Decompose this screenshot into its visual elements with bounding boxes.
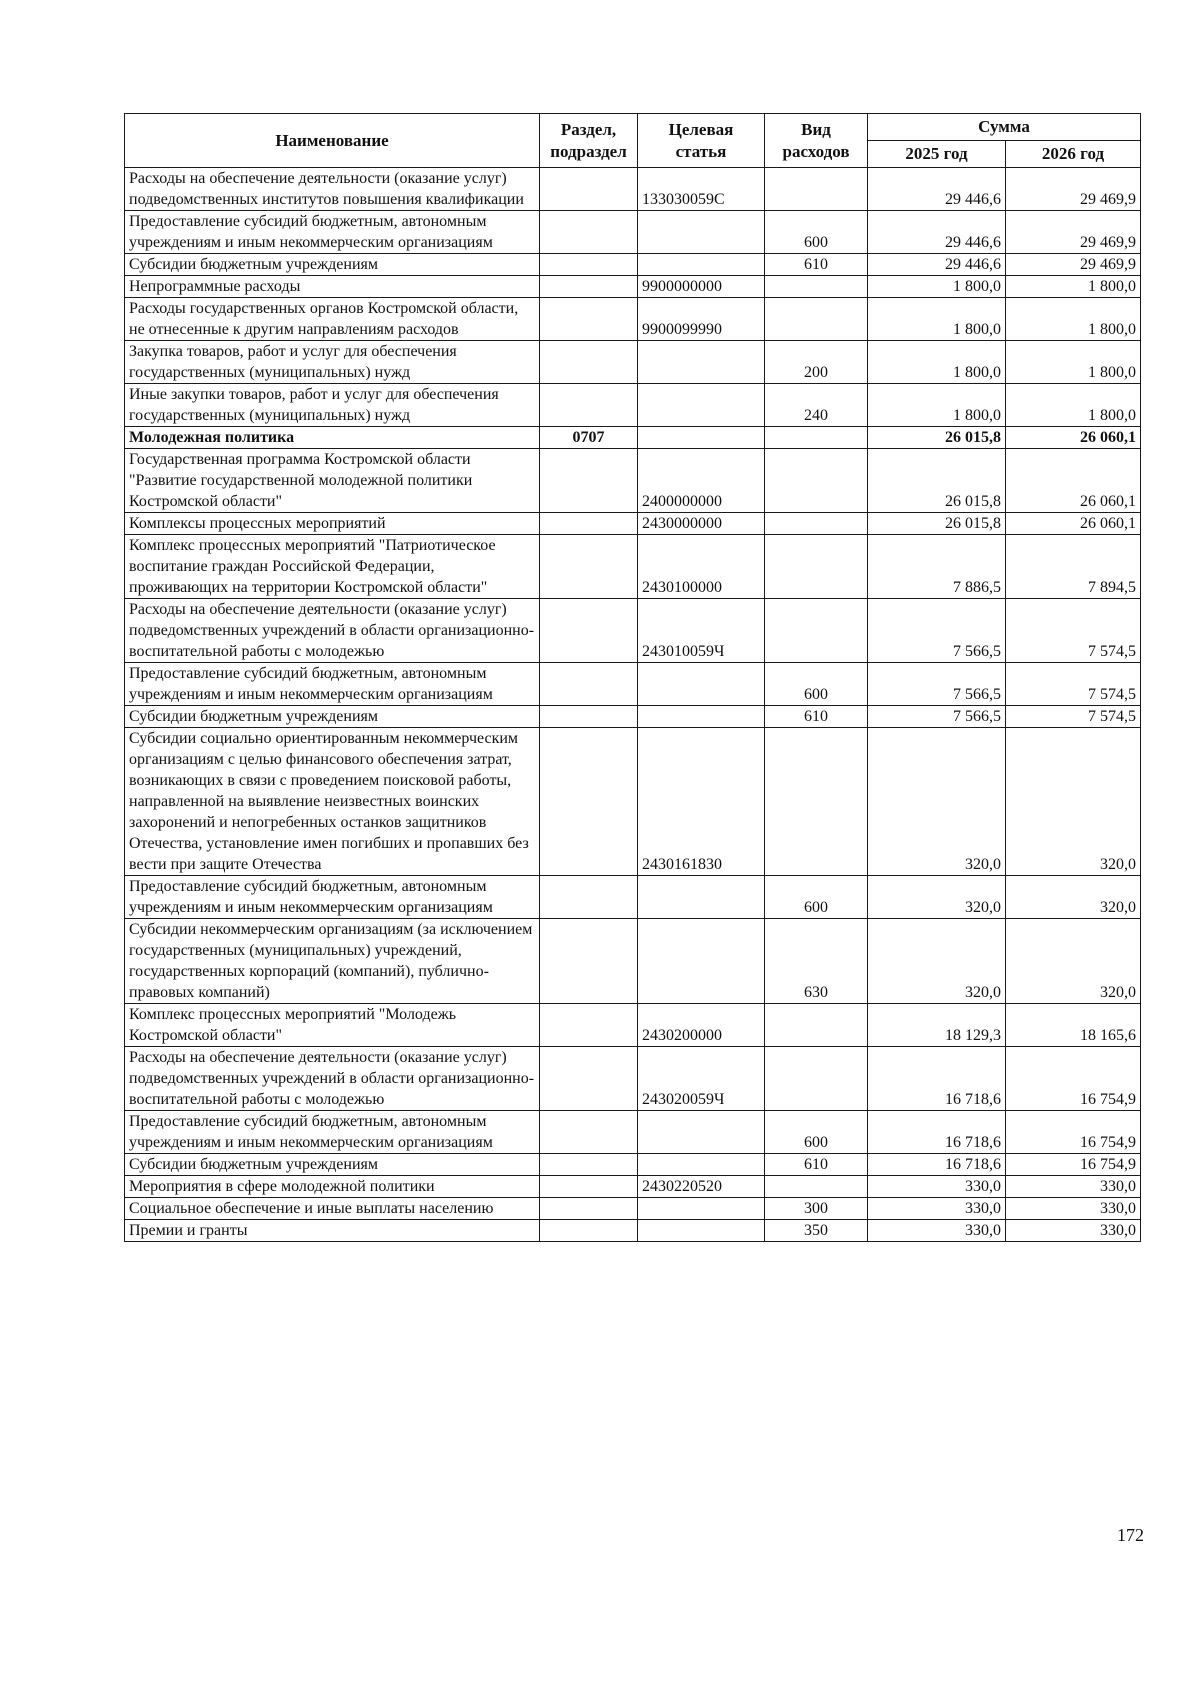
table-row	[125, 276, 1141, 298]
cell-sum-2026: 7 574,5	[1006, 663, 1141, 706]
cell-sum-2025: 18 129,3	[868, 1004, 1006, 1047]
cell-sum-2026: 330,0	[1006, 1198, 1141, 1220]
table-row	[125, 663, 1141, 706]
cell-target-article	[638, 254, 765, 276]
cell-expense-type: 200	[765, 341, 868, 384]
cell-section	[540, 1176, 638, 1198]
cell-expense-type	[765, 298, 868, 341]
cell-name: Субсидии бюджетным учреждениям	[125, 706, 540, 728]
table-row	[125, 1198, 1141, 1220]
cell-name: Иные закупки товаров, работ и услуг для обеспечения государственных (муниципальных) нужд	[125, 384, 540, 427]
cell-sum-2025: 26 015,8	[868, 449, 1006, 513]
cell-name: Субсидии бюджетным учреждениям	[125, 1154, 540, 1176]
cell-name: Субсидии бюджетным учреждениям	[125, 254, 540, 276]
cell-name: Премии и гранты	[125, 1220, 540, 1242]
table-row	[125, 876, 1141, 919]
cell-name: Комплекс процессных мероприятий "Молодежь Костромской области"	[125, 1004, 540, 1047]
cell-expense-type: 610	[765, 706, 868, 728]
cell-name: Расходы государственных органов Костромской области, не отнесенные к другим направлениям расходов	[125, 298, 540, 341]
cell-expense-type	[765, 599, 868, 663]
cell-target-article: 9900000000	[638, 276, 765, 298]
cell-sum-2026: 7 894,5	[1006, 535, 1141, 599]
cell-name: Мероприятия в сфере молодежной политики	[125, 1176, 540, 1198]
budget-table	[124, 113, 1141, 1242]
cell-expense-type: 300	[765, 1198, 868, 1220]
cell-expense-type	[765, 535, 868, 599]
header-section-line2: подраздел	[550, 141, 627, 161]
cell-target-article	[638, 384, 765, 427]
cell-expense-type: 600	[765, 876, 868, 919]
header-type	[765, 114, 868, 168]
cell-sum-2026: 16 754,9	[1006, 1047, 1141, 1111]
cell-sum-2025: 29 446,6	[868, 168, 1006, 211]
cell-section	[540, 211, 638, 254]
cell-section	[540, 341, 638, 384]
cell-sum-2025: 320,0	[868, 919, 1006, 1004]
cell-name: Расходы на обеспечение деятельности (оказание услуг) подведомственных институтов повышения квалификации	[125, 168, 540, 211]
table-row	[125, 535, 1141, 599]
header-section-line1: Раздел,	[560, 119, 617, 139]
table-row	[125, 1176, 1141, 1198]
cell-expense-type: 240	[765, 384, 868, 427]
cell-sum-2026: 330,0	[1006, 1220, 1141, 1242]
cell-sum-2026: 1 800,0	[1006, 341, 1141, 384]
cell-sum-2025: 26 015,8	[868, 427, 1006, 449]
cell-name: Предоставление субсидий бюджетным, автономным учреждениям и иным некоммерческим организациям	[125, 1111, 540, 1154]
cell-section	[540, 1047, 638, 1111]
cell-name: Социальное обеспечение и иные выплаты населению	[125, 1198, 540, 1220]
table-row	[125, 384, 1141, 427]
cell-expense-type: 600	[765, 211, 868, 254]
cell-name: Закупка товаров, работ и услуг для обеспечения государственных (муниципальных) нужд	[125, 341, 540, 384]
cell-target-article: 243020059Ч	[638, 1047, 765, 1111]
header-article	[638, 114, 765, 168]
cell-name: Молодежная политика	[125, 427, 540, 449]
cell-target-article: 2430161830	[638, 728, 765, 876]
cell-sum-2026: 16 754,9	[1006, 1154, 1141, 1176]
cell-sum-2025: 26 015,8	[868, 513, 1006, 535]
cell-target-article: 2430000000	[638, 513, 765, 535]
cell-sum-2025: 29 446,6	[868, 254, 1006, 276]
cell-sum-2025: 1 800,0	[868, 298, 1006, 341]
cell-sum-2026: 18 165,6	[1006, 1004, 1141, 1047]
cell-expense-type: 600	[765, 1111, 868, 1154]
cell-target-article	[638, 663, 765, 706]
cell-target-article: 2430200000	[638, 1004, 765, 1047]
table-row	[125, 254, 1141, 276]
cell-target-article	[638, 876, 765, 919]
cell-sum-2025: 320,0	[868, 728, 1006, 876]
cell-sum-2026: 1 800,0	[1006, 384, 1141, 427]
header-article-line2: статья	[675, 141, 727, 161]
cell-name: Комплекс процессных мероприятий "Патриотическое воспитание граждан Российской Федерации, проживающих на территории Костромской области"	[125, 535, 540, 599]
cell-section	[540, 535, 638, 599]
cell-section	[540, 276, 638, 298]
cell-target-article	[638, 706, 765, 728]
table-row	[125, 1004, 1141, 1047]
cell-sum-2026: 1 800,0	[1006, 298, 1141, 341]
header-type-line2: расходов	[782, 141, 850, 161]
table-row	[125, 1047, 1141, 1111]
cell-expense-type: 630	[765, 919, 868, 1004]
cell-sum-2026: 29 469,9	[1006, 168, 1141, 211]
cell-expense-type	[765, 513, 868, 535]
cell-name: Предоставление субсидий бюджетным, автономным учреждениям и иным некоммерческим организациям	[125, 876, 540, 919]
header-article-line1: Целевая	[668, 119, 734, 139]
cell-section	[540, 168, 638, 211]
cell-section	[540, 728, 638, 876]
cell-section	[540, 513, 638, 535]
cell-sum-2026: 320,0	[1006, 876, 1141, 919]
cell-section	[540, 706, 638, 728]
cell-section	[540, 663, 638, 706]
cell-sum-2026: 29 469,9	[1006, 254, 1141, 276]
cell-sum-2025: 7 566,5	[868, 599, 1006, 663]
cell-sum-2026: 16 754,9	[1006, 1111, 1141, 1154]
header-name: Наименование	[125, 114, 540, 168]
cell-name: Субсидии социально ориентированным некоммерческим организациям с целью финансового обеспечения затрат, возникающих в связи с проведением поисковой работы, направленной на выявление неизвестных воинских захоронений и непогребенных останков защитников Отечества, установление имен погибших и пропавших без вести при защите Отечества	[125, 728, 540, 876]
page-number: 172	[1117, 1525, 1144, 1545]
header-year-2026: 2026 год	[1006, 141, 1141, 168]
table-row	[125, 728, 1141, 876]
cell-sum-2026: 26 060,1	[1006, 427, 1141, 449]
cell-target-article	[638, 427, 765, 449]
cell-expense-type	[765, 728, 868, 876]
cell-expense-type	[765, 1004, 868, 1047]
cell-sum-2025: 29 446,6	[868, 211, 1006, 254]
table-row	[125, 1111, 1141, 1154]
cell-target-article	[638, 1198, 765, 1220]
header-sum: Сумма	[868, 114, 1141, 141]
table-row	[125, 599, 1141, 663]
table-row	[125, 298, 1141, 341]
cell-target-article	[638, 341, 765, 384]
cell-sum-2026: 26 060,1	[1006, 513, 1141, 535]
table-row	[125, 449, 1141, 513]
cell-sum-2026: 330,0	[1006, 1176, 1141, 1198]
cell-target-article: 2430220520	[638, 1176, 765, 1198]
cell-section	[540, 384, 638, 427]
cell-name: Предоставление субсидий бюджетным, автономным учреждениям и иным некоммерческим организациям	[125, 211, 540, 254]
cell-sum-2025: 330,0	[868, 1198, 1006, 1220]
cell-section	[540, 449, 638, 513]
cell-expense-type: 610	[765, 1154, 868, 1176]
cell-section	[540, 1111, 638, 1154]
cell-expense-type	[765, 1047, 868, 1111]
cell-sum-2026: 26 060,1	[1006, 449, 1141, 513]
cell-sum-2025: 320,0	[868, 876, 1006, 919]
cell-sum-2025: 1 800,0	[868, 384, 1006, 427]
cell-sum-2025: 1 800,0	[868, 341, 1006, 384]
cell-sum-2026: 7 574,5	[1006, 706, 1141, 728]
cell-sum-2026: 7 574,5	[1006, 599, 1141, 663]
cell-expense-type	[765, 427, 868, 449]
cell-expense-type	[765, 168, 868, 211]
cell-sum-2025: 7 566,5	[868, 706, 1006, 728]
cell-section	[540, 254, 638, 276]
cell-target-article: 133030059С	[638, 168, 765, 211]
cell-sum-2025: 7 886,5	[868, 535, 1006, 599]
cell-target-article	[638, 919, 765, 1004]
cell-target-article: 243010059Ч	[638, 599, 765, 663]
table-row	[125, 211, 1141, 254]
cell-expense-type: 600	[765, 663, 868, 706]
cell-sum-2025: 16 718,6	[868, 1047, 1006, 1111]
table-header	[125, 114, 1141, 168]
table-row	[125, 168, 1141, 211]
cell-section	[540, 876, 638, 919]
cell-name: Расходы на обеспечение деятельности (оказание услуг) подведомственных учреждений в области организационно-воспитательной работы с молодежью	[125, 599, 540, 663]
cell-section	[540, 919, 638, 1004]
cell-name: Комплексы процессных мероприятий	[125, 513, 540, 535]
cell-sum-2025: 7 566,5	[868, 663, 1006, 706]
cell-section	[540, 1004, 638, 1047]
cell-target-article: 9900099990	[638, 298, 765, 341]
cell-name: Расходы на обеспечение деятельности (оказание услуг) подведомственных учреждений в области организационно-воспитательной работы с молодежью	[125, 1047, 540, 1111]
cell-target-article: 2430100000	[638, 535, 765, 599]
table-row	[125, 1220, 1141, 1242]
cell-sum-2025: 330,0	[868, 1220, 1006, 1242]
cell-name: Предоставление субсидий бюджетным, автономным учреждениям и иным некоммерческим организациям	[125, 663, 540, 706]
cell-section	[540, 1220, 638, 1242]
table-row	[125, 919, 1141, 1004]
cell-section	[540, 1154, 638, 1176]
table-row	[125, 341, 1141, 384]
header-year-2025: 2025 год	[868, 141, 1006, 168]
cell-expense-type	[765, 449, 868, 513]
cell-sum-2025: 1 800,0	[868, 276, 1006, 298]
cell-name: Непрограммные расходы	[125, 276, 540, 298]
cell-target-article	[638, 1154, 765, 1176]
cell-name: Субсидии некоммерческим организациям (за исключением государственных (муниципальных) учреждений, государственных корпораций (компаний), публично-правовых компаний)	[125, 919, 540, 1004]
cell-section	[540, 599, 638, 663]
cell-sum-2026: 320,0	[1006, 919, 1141, 1004]
cell-sum-2026: 320,0	[1006, 728, 1141, 876]
table-body	[125, 168, 1141, 1242]
cell-expense-type: 610	[765, 254, 868, 276]
cell-target-article	[638, 1220, 765, 1242]
cell-sum-2025: 16 718,6	[868, 1154, 1006, 1176]
cell-section: 0707	[540, 427, 638, 449]
cell-target-article	[638, 1111, 765, 1154]
table-row	[125, 1154, 1141, 1176]
table-row	[125, 513, 1141, 535]
cell-section	[540, 1198, 638, 1220]
cell-name: Государственная программа Костромской области "Развитие государственной молодежной политики Костромской области"	[125, 449, 540, 513]
table-row	[125, 706, 1141, 728]
cell-section	[540, 298, 638, 341]
header-type-line1: Вид	[801, 119, 831, 139]
cell-sum-2026: 1 800,0	[1006, 276, 1141, 298]
cell-target-article: 2400000000	[638, 449, 765, 513]
table-row	[125, 427, 1141, 449]
header-section	[540, 114, 638, 168]
cell-expense-type: 350	[765, 1220, 868, 1242]
cell-sum-2025: 330,0	[868, 1176, 1006, 1198]
cell-expense-type	[765, 1176, 868, 1198]
cell-expense-type	[765, 276, 868, 298]
cell-target-article	[638, 211, 765, 254]
cell-sum-2025: 16 718,6	[868, 1111, 1006, 1154]
cell-sum-2026: 29 469,9	[1006, 211, 1141, 254]
